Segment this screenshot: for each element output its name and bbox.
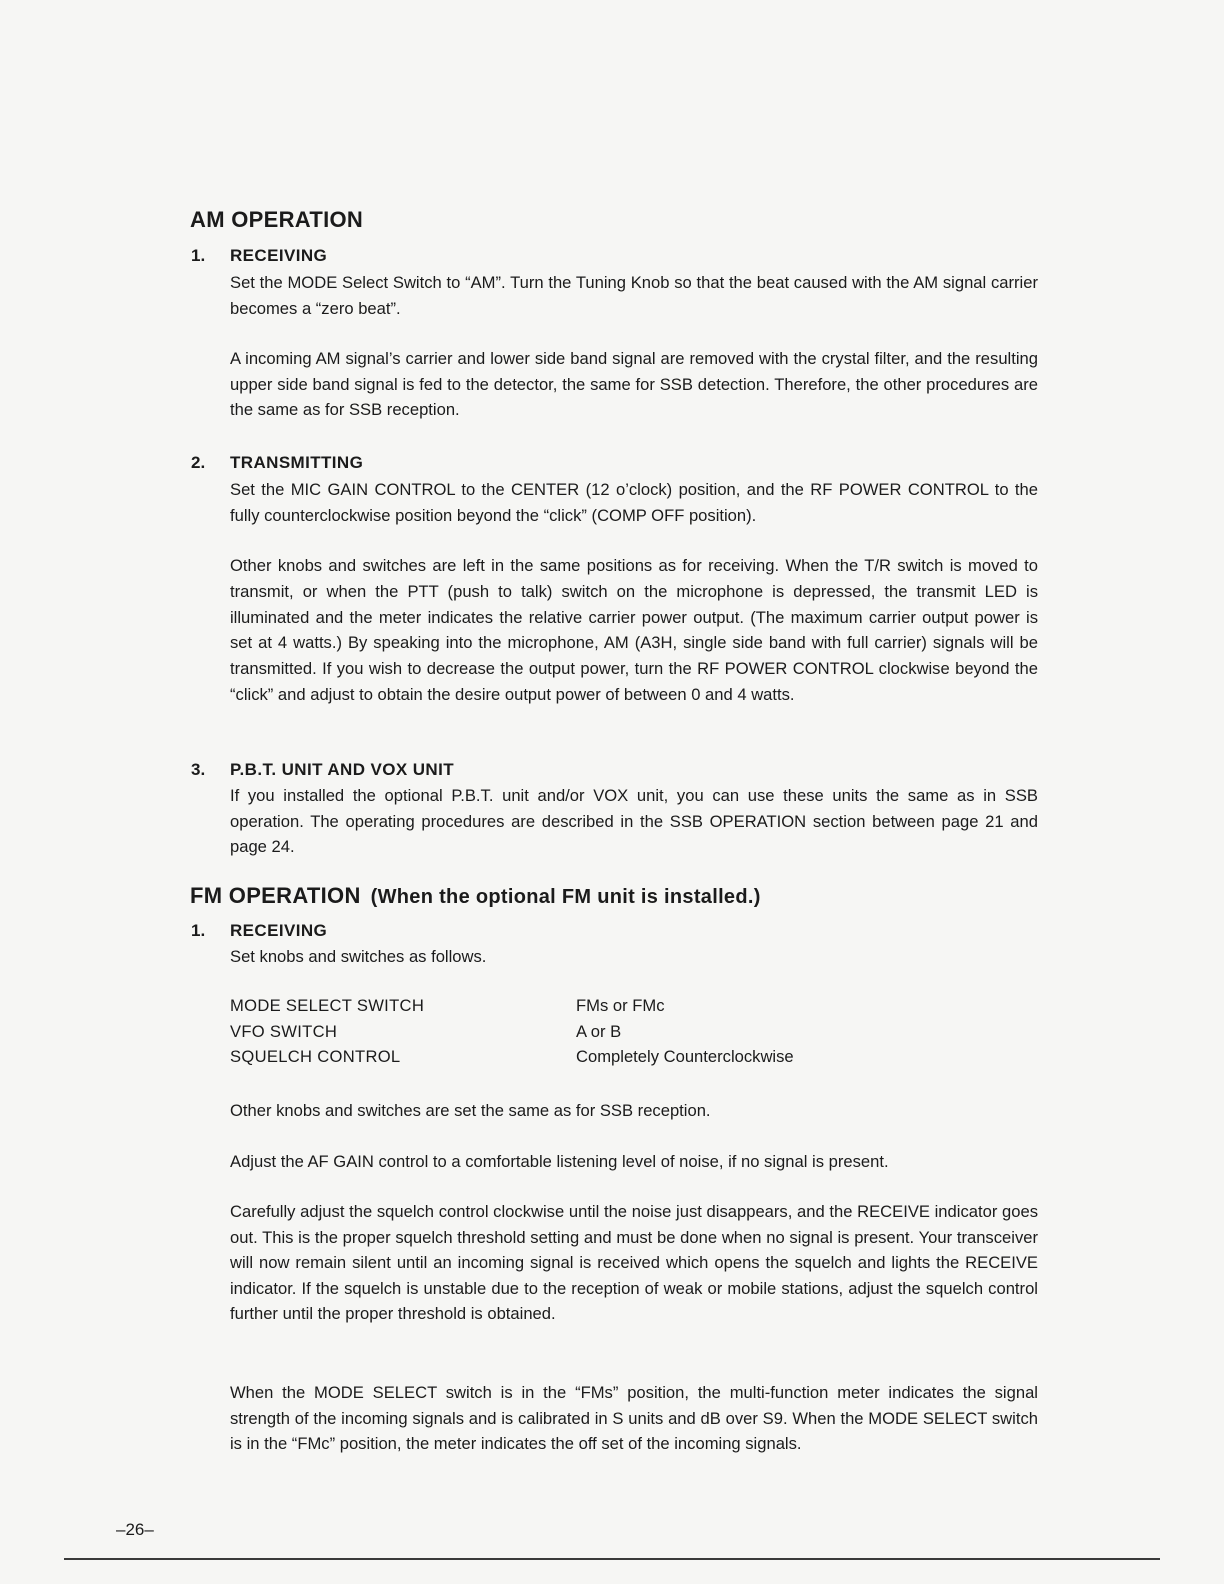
- am-pbt-vox-paragraph: If you installed the optional P.B.T. unit and/or VOX unit, you can use these units the same as in SSB operation. The operating procedures are described in the SSB OPERATION section between page 21 and page 24.: [230, 786, 1038, 857]
- fm-receiving-paragraph-2: Adjust the AF GAIN control to a comfortable listening level of noise, if no signal is present.: [230, 1152, 889, 1171]
- page-number: –26–: [116, 1520, 154, 1539]
- am-section-3-number: 3.: [191, 760, 206, 779]
- footer-rule: [64, 1558, 1160, 1560]
- fm-section-1-number: 1.: [191, 921, 206, 940]
- fm-receiving-paragraph-4: When the MODE SELECT switch is in the “FMs” position, the multi-function meter indicates the signal strength of the incoming signals and is calibrated in S units and dB over S9. When the MODE SELECT switch is in the “FMc” position, the meter indicates the off set of the incoming signals.: [230, 1383, 1038, 1454]
- fm-receiving-paragraph-1: Other knobs and switches are set the same as for SSB reception.: [230, 1101, 711, 1120]
- fm-receiving-paragraph-3: Carefully adjust the squelch control clockwise until the noise just disappears, and the RECEIVE indicator goes out. This is the proper squelch threshold setting and must be done when no signal is present. Your transceiver will now remain silent until an incoming signal is received which opens the squelch and lights the RECEIVE indicator. If the squelch is unstable due to the reception of weak or mobile stations, adjust the squelch control further until the proper threshold is obtained.: [230, 1202, 1038, 1324]
- setting-value: Completely Counterclockwise: [576, 1047, 794, 1066]
- am-transmitting-heading: TRANSMITTING: [230, 453, 364, 472]
- am-receiving-paragraph-2: A incoming AM signal’s carrier and lower side band signal are removed with the crystal filter, and the resulting upper side band signal is fed to the detector, the same for SSB detection. Therefore, the other procedures are the same as for SSB reception.: [230, 349, 1038, 420]
- am-pbt-vox-heading: P.B.T. UNIT AND VOX UNIT: [230, 760, 455, 779]
- am-transmitting-paragraph-1: Set the MIC GAIN CONTROL to the CENTER (12 o’clock) position, and the RF POWER CONTROL to the fully counterclockwise position beyond the “click” (COMP OFF position).: [230, 480, 1038, 525]
- setting-label: VFO SWITCH: [230, 1022, 338, 1041]
- am-transmitting-paragraph-2: Other knobs and switches are left in the same positions as for receiving. When the T/R switch is moved to transmit, or when the PTT (push to talk) switch on the microphone is depressed, the transmit LED is illuminated and the meter indicates the relative carrier power output. (The maximum carrier output power is set at 4 watts.) By speaking into the microphone, AM (A3H, single side band with full carrier) signals will be transmitted. If you wish to decrease the output power, turn the RF POWER CONTROL clockwise beyond the “click” and adjust to obtain the desire output power of between 0 and 4 watts.: [230, 556, 1038, 704]
- am-operation-heading: AM OPERATION: [190, 207, 364, 232]
- am-section-1-number: 1.: [191, 246, 206, 265]
- fm-receiving-intro: Set knobs and switches as follows.: [230, 947, 487, 966]
- setting-value: A or B: [576, 1022, 622, 1041]
- setting-label: MODE SELECT SWITCH: [230, 996, 425, 1015]
- am-receiving-heading: RECEIVING: [230, 246, 328, 265]
- fm-operation-subtitle: (When the optional FM unit is installed.): [370, 886, 761, 908]
- setting-label: SQUELCH CONTROL: [230, 1047, 401, 1066]
- am-section-2-number: 2.: [191, 453, 206, 472]
- fm-operation-title: FM OPERATION: [190, 883, 361, 908]
- setting-value: FMs or FMc: [576, 996, 665, 1015]
- am-receiving-paragraph-1: Set the MODE Select Switch to “AM”. Turn the Tuning Knob so that the beat caused with the AM signal carrier becomes a “zero beat”.: [230, 273, 1038, 318]
- fm-operation-heading: [190, 883, 761, 909]
- fm-receiving-heading: RECEIVING: [230, 921, 328, 940]
